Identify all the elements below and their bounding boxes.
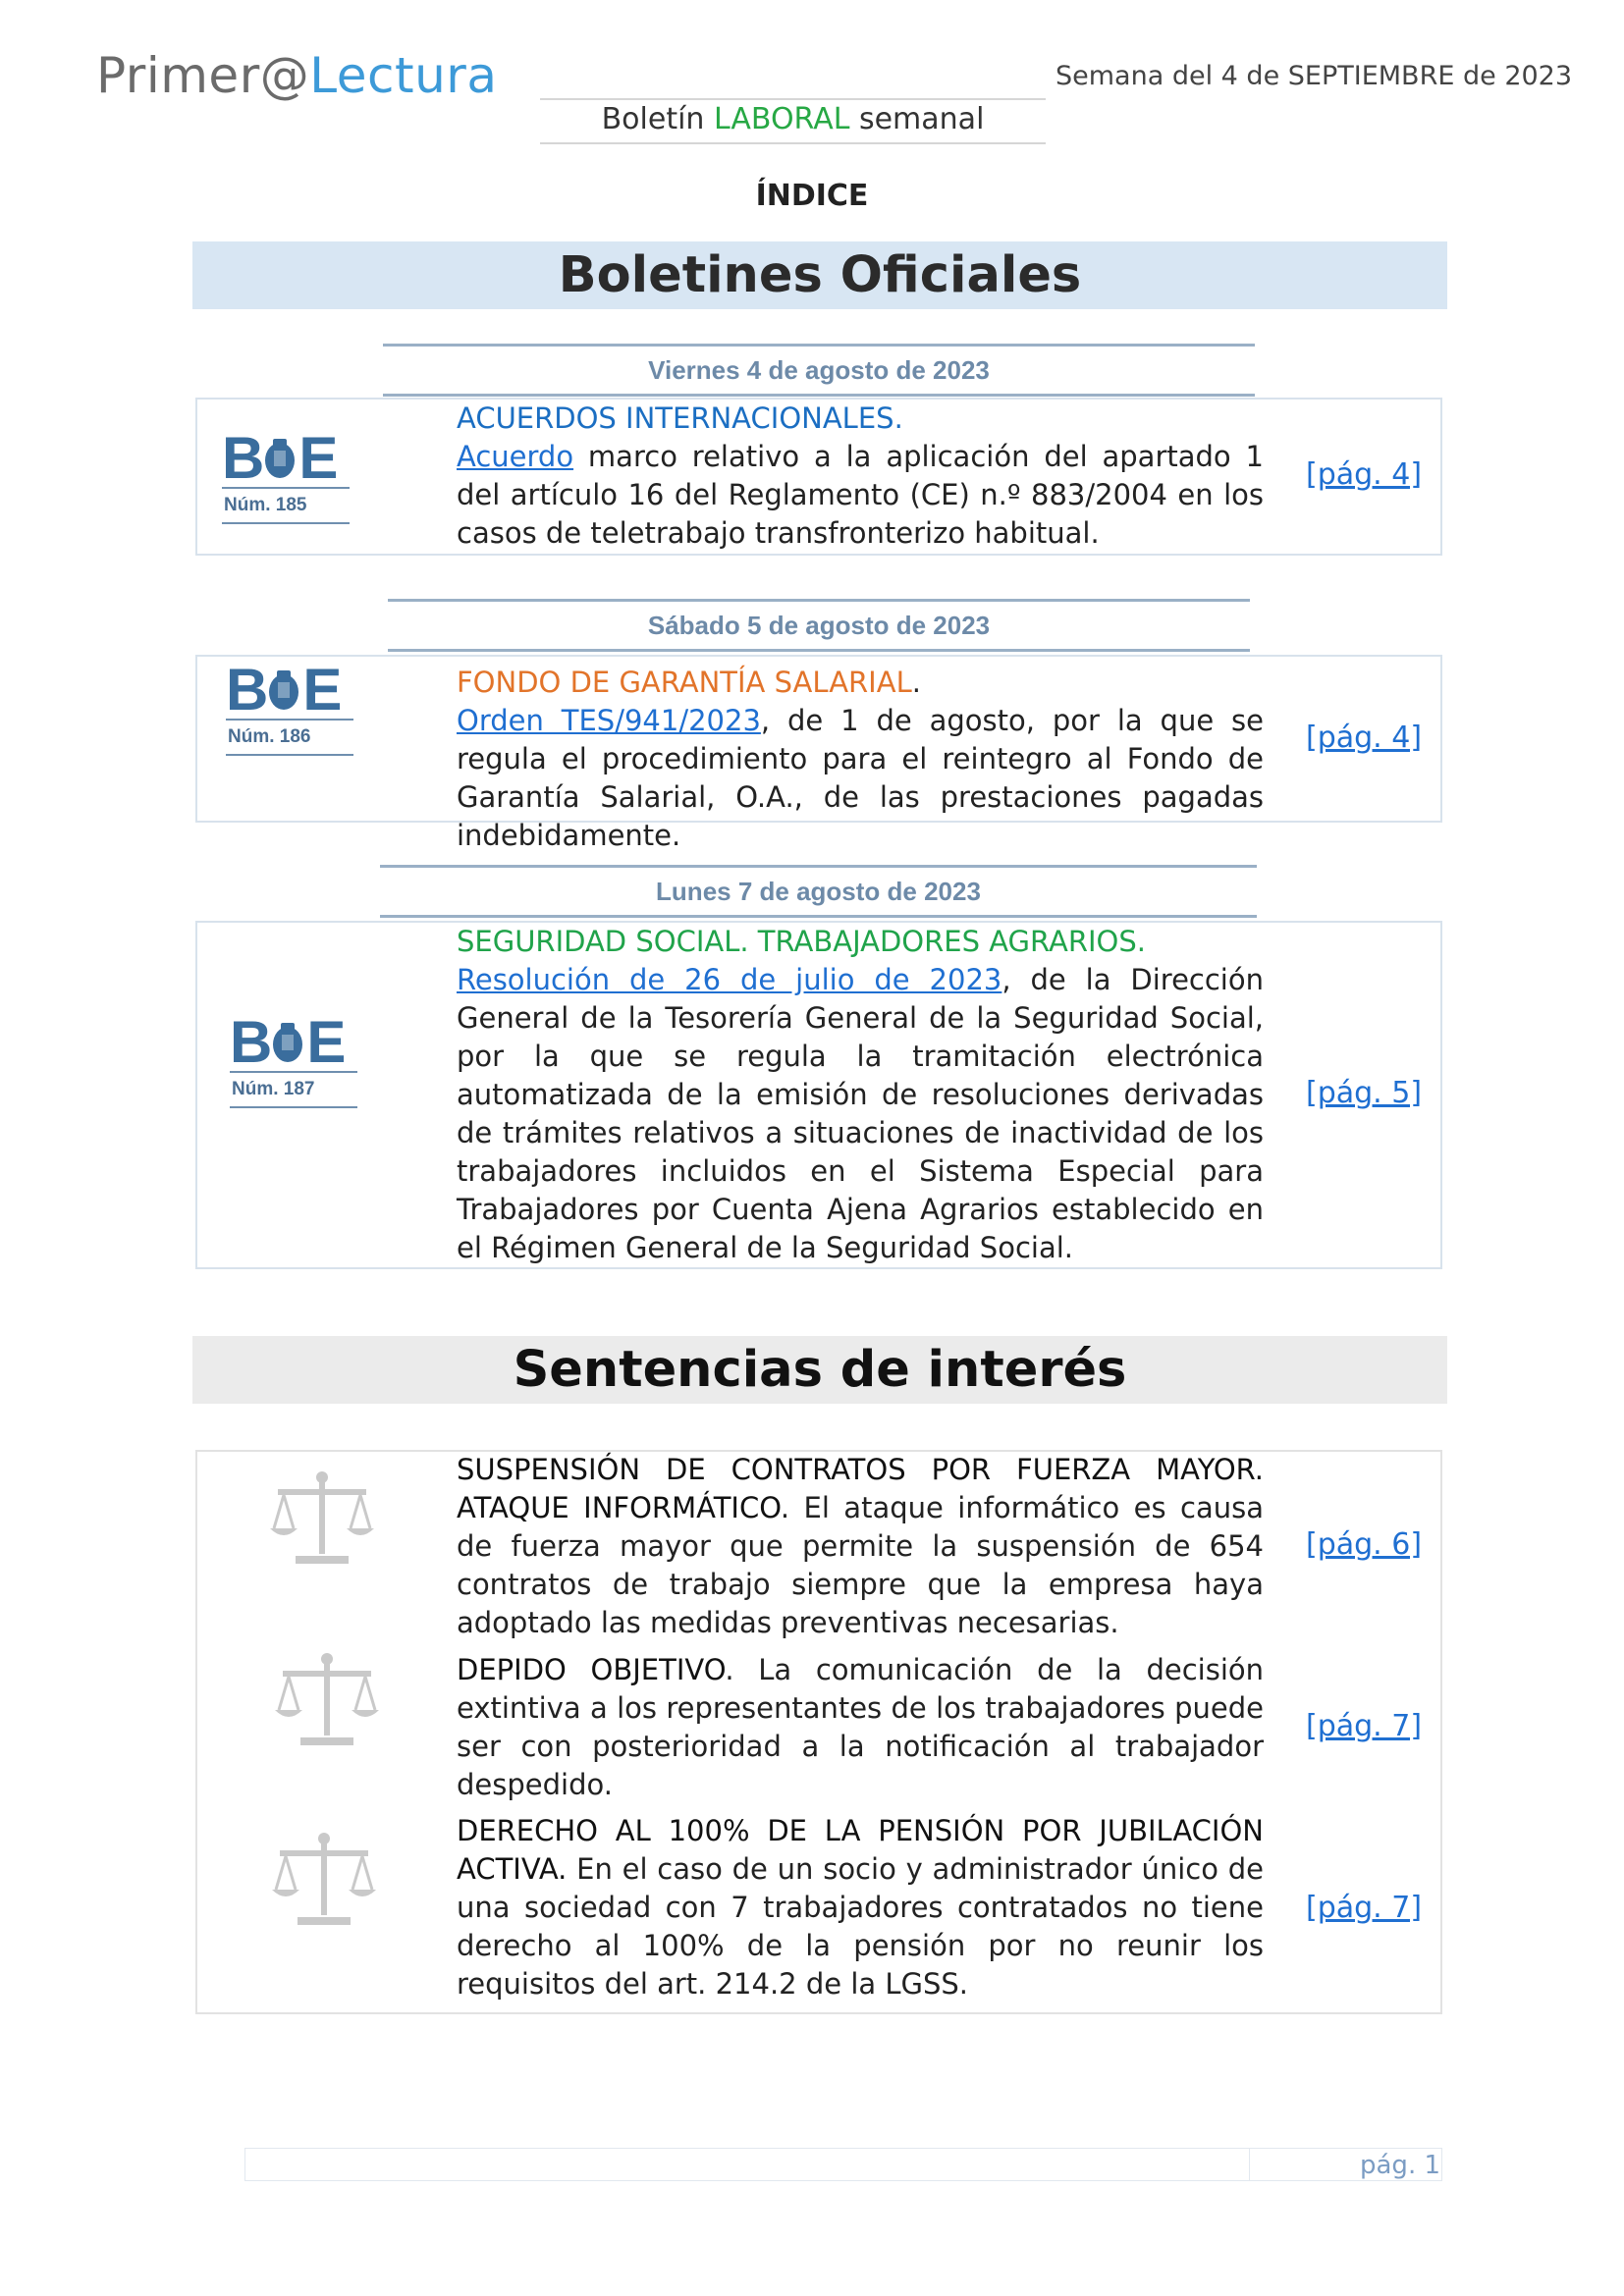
category-label: ACUERDOS INTERNACIONALES.: [457, 401, 903, 435]
page-link-4[interactable]: [pág. 6]: [1306, 1527, 1423, 1562]
boe-rule-bottom: [230, 1106, 357, 1108]
sentencia-heading: SUSPENSIÓN DE CONTRATOS POR FUERZA MAYOR. ATAQUE INFORMÁTICO: [457, 1453, 1264, 1524]
sentencia-heading: DERECHO AL 100% DE LA PENSIÓN POR JUBILACIÓN ACTIVA.: [457, 1814, 1264, 1886]
entry-description: , de 1 de agosto, por la que se regula el procedimiento para el reintegro al Fondo de Garantía Salarial, O.A., de las prestaciones pagadas indebidamente.: [457, 704, 1264, 852]
bulletin-post: semanal: [849, 102, 985, 136]
boe-wordmark: [226, 657, 353, 722]
logo-part-1: Primer@: [96, 47, 310, 104]
boe-wordmark: [222, 425, 350, 491]
bulletin-title: [540, 102, 1046, 136]
page-link-5[interactable]: [pág. 7]: [1306, 1709, 1423, 1743]
category-label: FONDO DE GARANTÍA SALARIAL: [457, 666, 912, 699]
page-link-3[interactable]: [pág. 5]: [1306, 1076, 1423, 1110]
boe-letter-e: E: [302, 657, 340, 722]
boe-letter-e: E: [306, 1009, 344, 1075]
boe-letter-b: B: [222, 425, 262, 491]
section-title-sentencias: Sentencias de interés: [192, 1336, 1447, 1404]
boe-entry-text-3: [457, 923, 1264, 1267]
document-link[interactable]: Acuerdo: [457, 440, 574, 473]
entry-description: marco relativo a la aplicación del apartado 1 del artículo 16 del Reglamento (CE) n.º 883/2004 en los casos de teletrabajo transfronterizo habitual.: [457, 440, 1264, 550]
boe-logo-3: [230, 1009, 357, 1108]
date-header-2: Sábado 5 de agosto de 2023: [388, 599, 1250, 652]
page-link-2[interactable]: [pág. 4]: [1306, 721, 1423, 755]
boe-crest-icon: [267, 668, 300, 712]
sentencia-summary: En el caso de un socio y administrador único de una sociedad con 7 trabajadores contratados no tiene derecho al 100% de la pensión por no reunir los requisitos del art. 214.2 de la LGSS.: [457, 1852, 1264, 2001]
boe-letter-b: B: [226, 657, 266, 722]
index-title: ÍNDICE: [755, 179, 869, 213]
boe-letter-e: E: [298, 425, 336, 491]
footer-divider: [1249, 2148, 1250, 2181]
sentencia-summary: . La comunicación de la decisión extintiva a los representantes de los trabajadores puede ser con posterioridad a la notificación al trabajador despedido.: [457, 1653, 1264, 1801]
boe-number: Núm. 186: [228, 726, 311, 747]
category-label: SEGURIDAD SOCIAL. TRABAJADORES AGRARIOS.: [457, 925, 1146, 958]
bulletin-pre: Boletín: [601, 102, 714, 136]
category-suffix: .: [911, 666, 921, 699]
boe-letter-b: B: [230, 1009, 270, 1075]
boe-logo-2: [226, 657, 353, 756]
document-link[interactable]: Orden TES/941/2023: [457, 704, 761, 737]
section-title-boletines: Boletines Oficiales: [192, 241, 1447, 309]
bulletin-highlight: LABORAL: [713, 102, 850, 136]
sentencia-summary: . El ataque informático es causa de fuerza mayor que permite la suspensión de 654 contratos de trabajo siempre que la empresa haya adoptado las medidas preventivas necesarias.: [457, 1491, 1264, 1639]
publication-logo: [96, 47, 497, 104]
sentencia-text-3: [457, 1812, 1264, 2003]
boe-rule-bottom: [226, 754, 353, 756]
week-label: Semana del 4 de SEPTIEMBRE de 2023: [1056, 61, 1573, 91]
scales-of-justice-icon: [270, 1829, 378, 1937]
boe-entry-text-2: [457, 664, 1264, 855]
scales-of-justice-icon: [273, 1649, 381, 1757]
document-link[interactable]: Resolución de 26 de julio de 2023: [457, 963, 1002, 996]
date-header-3: Lunes 7 de agosto de 2023: [380, 865, 1257, 918]
boe-entry-text-1: [457, 400, 1264, 553]
entry-description: , de la Dirección General de la Tesorería General de la Seguridad Social, por la que se regula la tramitación electrónica automatizada de la emisión de resoluciones derivadas de trámites relativos a situaciones de inactividad de los trabajadores incluidos en el Sistema Especial para Trabajadores por Cuenta Ajena Agrarios establecido en el Régimen General de la Seguridad Social.: [457, 963, 1264, 1264]
scales-of-justice-icon: [268, 1468, 376, 1575]
date-header-1: Viernes 4 de agosto de 2023: [383, 344, 1255, 397]
boe-number: Núm. 185: [224, 495, 307, 515]
footer-box: [244, 2148, 1442, 2181]
page-number: pág. 1: [1360, 2151, 1441, 2180]
sentencia-text-2: [457, 1651, 1264, 1804]
boe-rule-bottom: [222, 522, 350, 524]
sentencia-text-1: [457, 1451, 1264, 1642]
logo-part-2: Lectura: [309, 47, 498, 104]
header-rule-top: [540, 98, 1046, 100]
boe-number: Núm. 187: [232, 1079, 315, 1099]
boe-crest-icon: [263, 437, 297, 480]
boe-logo-1: [222, 425, 350, 524]
boe-wordmark: [230, 1009, 357, 1075]
page-link-6[interactable]: [pág. 7]: [1306, 1891, 1423, 1925]
boe-crest-icon: [271, 1021, 304, 1064]
sentencia-heading: DEPIDO OBJETIVO: [457, 1653, 726, 1686]
page-link-1[interactable]: [pág. 4]: [1306, 457, 1423, 492]
header-rule-bottom: [540, 142, 1046, 144]
